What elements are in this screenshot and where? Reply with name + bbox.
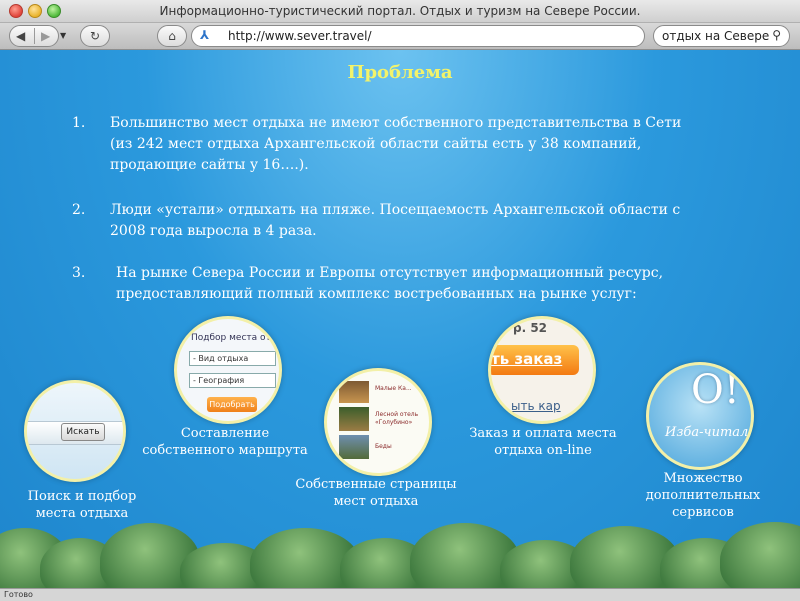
- thumb-route-field: - География: [189, 373, 276, 388]
- feature-order-caption: Заказ и оплата места отдыха on-line: [469, 426, 617, 458]
- thumb-services-big: О!: [691, 367, 740, 413]
- search-query: отдых на Севере: [662, 29, 770, 43]
- reload-icon: ↻: [89, 29, 101, 43]
- feature-route-thumbnail: [174, 316, 282, 424]
- search-field[interactable]: [653, 25, 790, 47]
- point-line: Люди «устали» отдыхать на пляже. Посещаемость Архангельской области с: [110, 202, 681, 218]
- feature-search-caption: Поиск и подбор места отдыха: [27, 489, 137, 521]
- back-forward-control: [9, 25, 59, 47]
- home-button[interactable]: [157, 25, 187, 47]
- feature-pages-caption: Собственные страницы мест отдыха: [295, 477, 457, 509]
- address-url: http://www.sever.travel/: [228, 29, 372, 43]
- status-bar: [0, 588, 800, 601]
- feature-pages-thumbnail: [324, 368, 432, 476]
- thumb-search-button: Искать: [61, 423, 105, 441]
- feature-services-thumbnail: [646, 362, 754, 470]
- thumb-order-top: р. 52: [513, 321, 548, 335]
- page-content: [0, 50, 800, 588]
- forward-arrow-icon[interactable]: ▶: [41, 29, 51, 43]
- thumb-route-button: Подобрать: [207, 397, 257, 412]
- problem-point-2: [72, 200, 772, 244]
- problem-point-3: [72, 263, 772, 307]
- feature-order-thumbnail: [488, 316, 596, 424]
- point-number: 2.: [72, 202, 86, 218]
- thumb-order-bottom: ыть кар: [511, 399, 561, 413]
- problem-point-1: [72, 113, 772, 179]
- point-line: Большинство мест отдыха не имеют собственного представительства в Сети: [110, 115, 682, 131]
- feature-services-caption: Множество дополнительных сервисов: [645, 471, 761, 520]
- thumb-pages-item: Беды: [375, 443, 392, 450]
- search-icon[interactable]: ⚲: [772, 28, 781, 42]
- thumb-pages-item: Малые Ка...: [375, 385, 412, 392]
- window-title: Информационно-туристический портал. Отдых и туризм на Севере России.: [159, 4, 641, 18]
- point-number: 3.: [72, 265, 86, 281]
- point-line: 2008 года выросла в 4 раза.: [110, 223, 317, 239]
- toolbar-divider: [34, 28, 35, 44]
- history-dropdown-icon[interactable]: ▼: [60, 31, 67, 40]
- thumb-pages-item: Лесной отель «Голубино»: [375, 411, 419, 426]
- thumb-route-field: - Вид отдыха: [189, 351, 276, 366]
- address-bar[interactable]: [191, 25, 645, 47]
- thumb-order-button: ть заказ: [491, 350, 563, 368]
- point-line: (из 242 мест отдыха Архангельской области сайты есть у 38 компаний,: [110, 136, 642, 152]
- thumb-route-heading: Подбор места отд: [191, 333, 277, 343]
- point-number: 1.: [72, 115, 86, 131]
- point-line: предоставляющий полный комплекс востребованных на рынке услуг:: [116, 286, 637, 302]
- status-text: Готово: [4, 590, 33, 599]
- feature-search-thumbnail: [24, 380, 126, 482]
- point-line: продающие сайты у 16….).: [110, 157, 309, 173]
- window-titlebar: [0, 0, 800, 23]
- browser-toolbar: [0, 23, 800, 50]
- reload-button[interactable]: [80, 25, 110, 47]
- point-line: На рынке Севера России и Европы отсутствует информационный ресурс,: [116, 265, 664, 281]
- feature-route-caption: Составление собственного маршрута: [142, 426, 308, 458]
- thumb-services-label: Изба-читал: [665, 425, 749, 440]
- site-favicon-icon: ⅄: [200, 28, 210, 42]
- back-arrow-icon[interactable]: ◀: [16, 29, 26, 43]
- slide-title: Проблема: [347, 62, 453, 83]
- home-icon: ⌂: [168, 29, 176, 43]
